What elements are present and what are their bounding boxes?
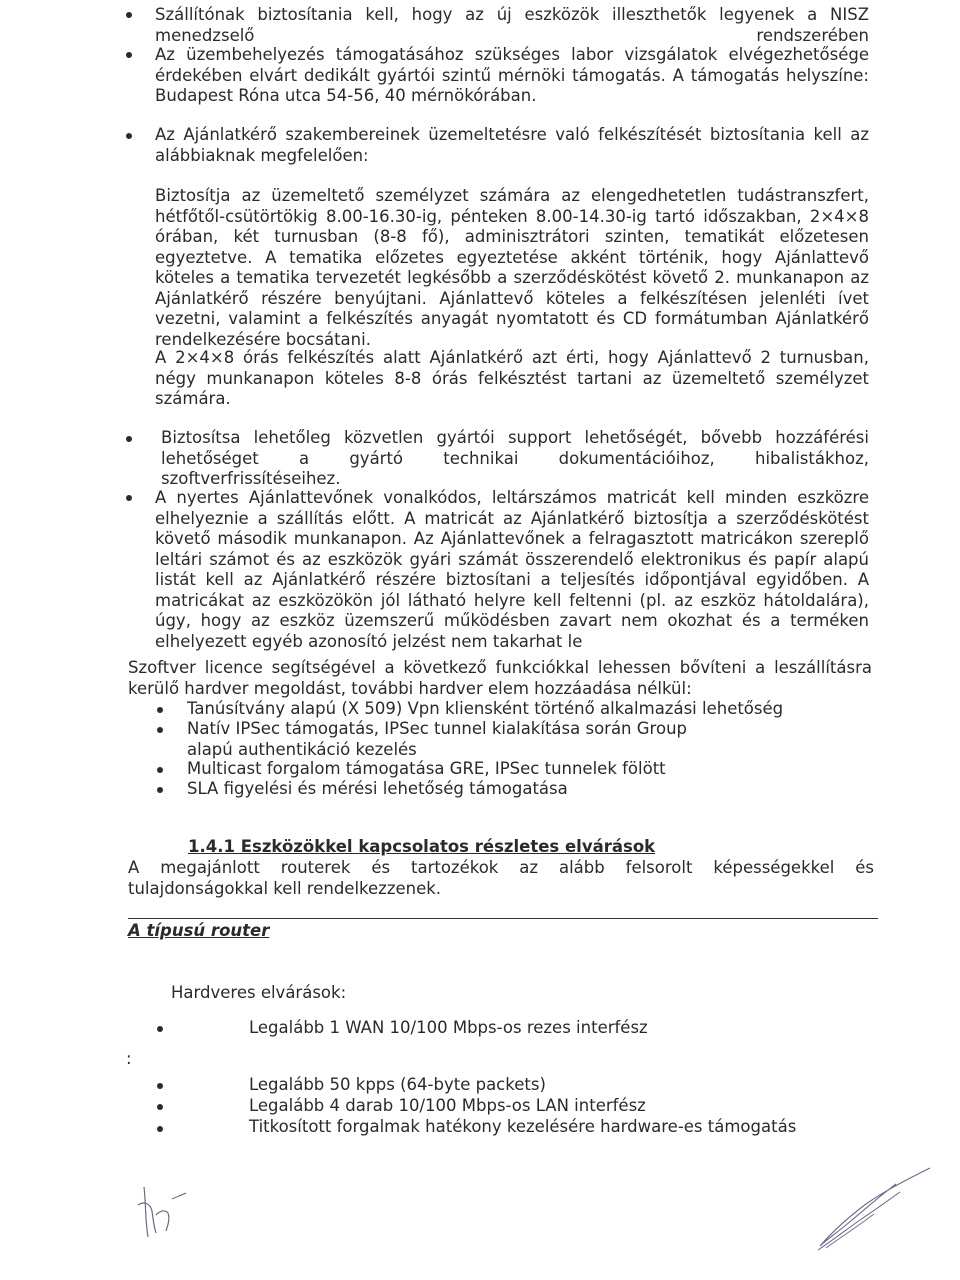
hardware-item: Legalább 50 kpps (64-byte packets) [249, 1075, 546, 1094]
bullet-dot [157, 1083, 163, 1089]
signature-left [130, 1175, 200, 1245]
bullet-item: Biztosítsa lehetőleg közvetlen gyártói support lehetőségét, bővebb hozzáférési lehetőséget a gyártó technikai dokumentációihoz, hibalistákhoz, szoftverfrissítéseihez. [161, 428, 869, 488]
bullet-dot [157, 767, 163, 773]
licence-item: Natív IPSec támogatás, IPSec tunnel kialakítása során Group alapú authentikáció kezelés [187, 719, 687, 759]
licence-item: Tanúsítvány alapú (X 509) Vpn kliensként történő alkalmazási lehetőség [187, 699, 784, 718]
hardware-item: Legalább 4 darab 10/100 Mbps-os LAN interfész [249, 1096, 646, 1115]
stray-mark: : [126, 1049, 132, 1068]
hardware-label: Hardveres elvárások: [171, 983, 347, 1002]
bullet-dot [157, 1126, 163, 1132]
licence-intro: Szoftver licence segítségével a következő funkciókkal lehessen bővíteni a leszállításra kerülő hardver megoldást, további hardver elem hozzáadása nélkül: [128, 658, 872, 698]
bullet-item: Az Ajánlatkérő szakembereinek üzemeltetésre való felkészítését biztosítania kell az alábbiaknak megfelelően: [155, 125, 869, 165]
training-paragraph: Biztosítja az üzemeltető személyzet számára az elengedhetetlen tudástranszfert, hétfőtől-csütörtökig 8.00-16.30-ig, pénteken 8.00-14.30-ig tartó időszakban, 2×4×8 órában, két turnusban (8-8 fő), adminisztrátori szinten, tematikát előzetesen egyeztetve. A tematika előzetes egyeztetése akként történik, hogy Ajánlattevő köteles a tematika tervezetét legkésőbb a szerződéskötést követő 2. munkanapon az Ajánlatkérő részére benyújtani. Ajánlattevő köteles a felkészítésen jelenléti ívet vezetni, valamint a felkészítés anyagát nyomtatott és CD formátumban Ajánlatkérő rendelkezésére bocsátani. [155, 186, 869, 349]
hardware-item: Legalább 1 WAN 10/100 Mbps-os rezes interfész [249, 1018, 648, 1037]
bullet-item: Szállítónak biztosítania kell, hogy az új eszközök illeszthetők legyenek a NISZ menedzselő rendszerében [155, 5, 869, 45]
section-intro: A megajánlott routerek és tartozékok az alább felsorolt képességekkel és tulajdonságokkal kell rendelkezzenek. [128, 858, 874, 898]
bullet-dot [157, 1026, 163, 1032]
section-heading: 1.4.1 Eszközökkel kapcsolatos részletes elvárások [188, 837, 656, 856]
router-title: A típusú router [128, 921, 270, 940]
horizontal-rule [128, 918, 878, 919]
licence-item: Multicast forgalom támogatása GRE, IPSec tunnelek fölött [187, 759, 666, 778]
bullet-dot [157, 707, 163, 713]
signature-right [800, 1162, 940, 1258]
training-paragraph: A 2×4×8 órás felkészítés alatt Ajánlatkérő azt érti, hogy Ajánlattevő 2 turnusban, négy munkanapon köteles 8-8 órás felkésztést tartani az üzemeltető személyzet számára. [155, 348, 869, 408]
bullet-dot [126, 52, 132, 58]
bullet-dot [126, 133, 132, 139]
bullet-dot [157, 727, 163, 733]
bullet-item: A nyertes Ajánlattevőnek vonalkódos, leltárszámos matricát kell minden eszközre elhelyeznie a szállítás előtt. A matricát az Ajánlatkérő biztosítja a szerződéskötést követő második munkanapon. Az Ajánlattevőnek a felragasztott matricákon szereplő leltári számot és az eszközök gyári számát összerendelő elektronikus és papír alapú listát kell az Ajánlatkérő részére biztosítani a teljesítés időpontjával egyidőben. A matricákat az eszközökön jól látható helyre kell feltenni (pl. az eszköz hátoldalára), úgy, hogy az eszköz üzemszerű működésben zavart nem okozhat és a terméken elhelyezett egyéb azonosító jelzést nem takarhat le [155, 488, 869, 651]
licence-item: SLA figyelési és mérési lehetőség támogatása [187, 779, 568, 798]
bullet-item: Az üzembehelyezés támogatásához szükséges labor vizsgálatok elvégezhetősége érdekében elvárt dedikált gyártói szintű mérnöki támogatás. A támogatás helyszíne: Budapest Róna utca 54-56, 40 mérnökórában. [155, 45, 869, 105]
bullet-dot [157, 787, 163, 793]
bullet-dot [157, 1104, 163, 1110]
bullet-dot [126, 495, 132, 501]
bullet-dot [126, 436, 132, 442]
bullet-dot [126, 12, 132, 18]
hardware-item: Titkosított forgalmak hatékony kezelésére hardware-es támogatás [249, 1117, 797, 1136]
